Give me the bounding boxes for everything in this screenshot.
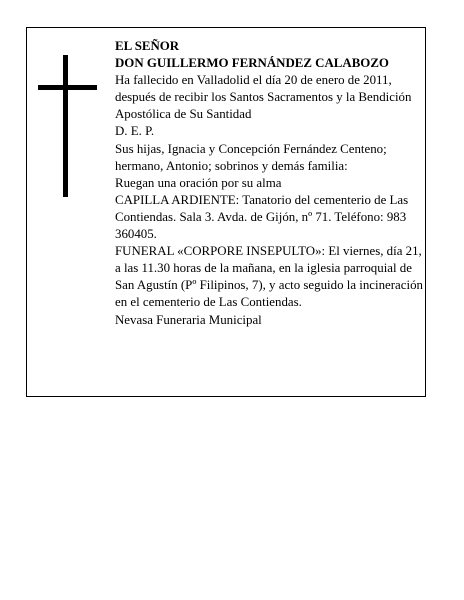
cross-horizontal-bar bbox=[38, 85, 97, 90]
rip-text: D. E. P. bbox=[115, 124, 155, 139]
cross-vertical-bar bbox=[63, 55, 68, 197]
family-text: Sus hijas, Ignacia y Concepción Fernández Centeno; hermano, Antonio; sobrinos y demás familia: bbox=[115, 141, 387, 173]
funeral-info: FUNERAL «CORPORE INSEPULTO»: El viernes, día 21, a las 11.30 horas de la mañana, en la iglesia parroquial de San Agustín (Pº Filipinos, 7), y acto seguido la incineración en el cementerio de Las Contiendas. bbox=[115, 244, 423, 310]
funeral-home: Nevasa Funeraria Municipal bbox=[115, 312, 262, 327]
prayer-request: Ruegan una oración por su alma bbox=[115, 175, 282, 190]
title-line-1: EL SEÑOR bbox=[115, 39, 180, 53]
deceased-name: DON GUILLERMO FERNÁNDEZ CALABOZO bbox=[115, 56, 389, 71]
cross-icon bbox=[38, 55, 97, 197]
obituary-text bbox=[115, 38, 425, 329]
death-notice: Ha fallecido en Valladolid el día 20 de enero de 2011, después de recibir los Santos Sacramentos y la Bendición Apostólica de Su Santidad bbox=[115, 73, 412, 122]
chapel-info: CAPILLA ARDIENTE: Tanatorio del cementerio de Las Contiendas. Sala 3. Avda. de Gijón, nº 71. Teléfono: 983 360405. bbox=[115, 192, 409, 242]
